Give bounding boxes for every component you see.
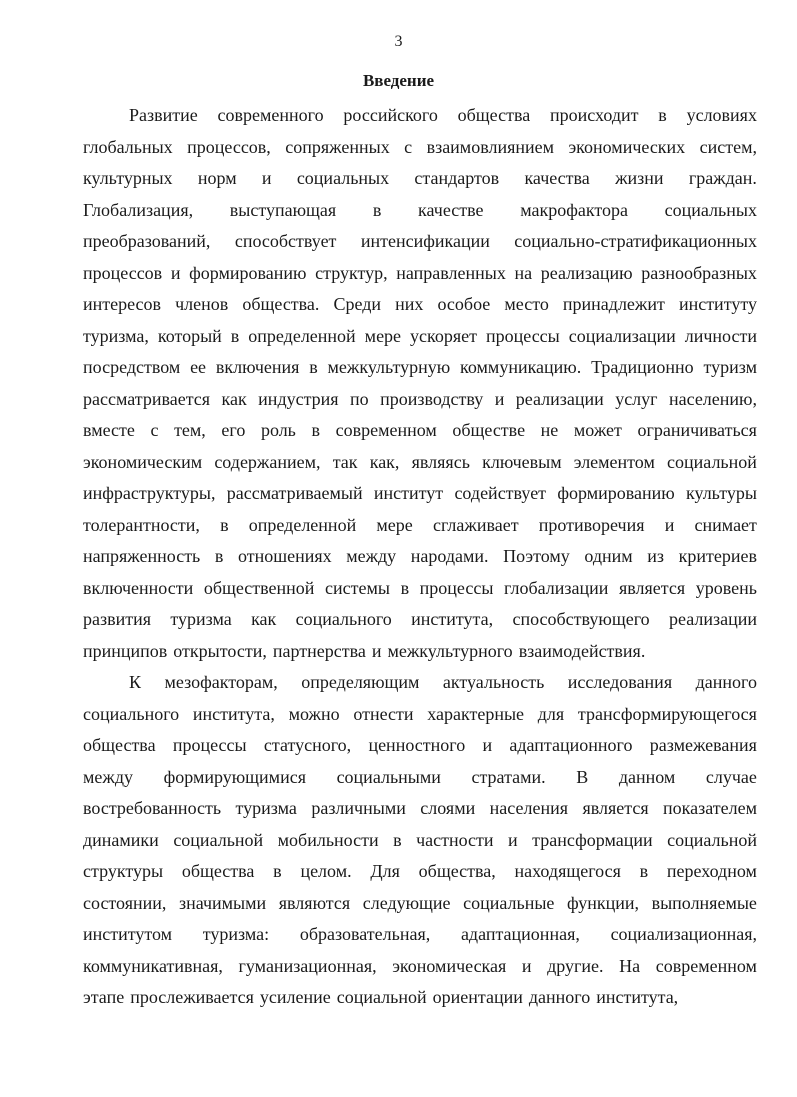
paragraph-2-line: общества процессы статусного, ценностного и адаптационного размежевания (83, 735, 757, 755)
paragraph-1-line: инфраструктуры, рассматриваемый институт содействует формированию культуры (83, 483, 757, 503)
paragraph-1-line: экономическим содержанием, так как, являясь ключевым элементом социальной (83, 451, 757, 472)
paragraph-2-line: структуры общества в целом. Для общества, находящегося в переходном (83, 861, 757, 881)
paragraph-2-line: востребованность туризма различными слоями населения является показателем (83, 798, 757, 818)
paragraph-1-line: Развитие современного российского общества происходит в условиях (129, 105, 757, 125)
paragraph-1-line: туризма, который в определенной мере ускоряет процессы социализации личности (83, 325, 757, 346)
paragraph-2-line: К мезофакторам, определяющим актуальность исследования данного (129, 672, 757, 692)
paragraph-2-line: состоянии, значимыми являются следующие социальные функции, выполняемые (83, 892, 757, 913)
paragraph-2-line: этапе прослеживается усиление социальной ориентации данного института, (83, 987, 679, 1007)
paragraph-1-line: развития туризма как социального института, способствующего реализации (83, 609, 757, 629)
body-text (83, 100, 757, 1014)
paragraph-1-line: процессов и формированию структур, направленных на реализацию разнообразных (83, 262, 757, 283)
paragraph-1-line: рассматривается как индустрия по производству и реализации услуг населению, (83, 388, 757, 409)
paragraph-1-line: вместе с тем, его роль в современном обществе не может ограничиваться (83, 420, 757, 440)
paragraph-1-line: посредством ее включения в межкультурную коммуникацию. Традиционно туризм (83, 357, 757, 377)
paragraph-1-line: напряженность в отношениях между народами. Поэтому одним из критериев (83, 546, 757, 566)
paragraph-2-line: институтом туризма: образовательная, адаптационная, социализационная, (83, 924, 757, 944)
paragraph-1-line: глобальных процессов, сопряженных с взаимовлиянием экономических систем, (83, 136, 757, 157)
paragraph-2-line: динамики социальной мобильности в частности и трансформации социальной (83, 829, 757, 850)
paragraph-2-line: социального института, можно отнести характерные для трансформирующегося (83, 703, 757, 724)
paragraph-1-line: культурных норм и социальных стандартов качества жизни граждан. (83, 168, 757, 188)
paragraph-1-line: принципов открытости, партнерства и межкультурного взаимодействия. (83, 640, 646, 661)
page-number: 3 (394, 33, 403, 50)
paragraph-2-line: между формирующимися социальными стратами. В данном случае (83, 766, 757, 787)
paragraph-1-line: толерантности, в определенной мере сглаживает противоречия и снимает (83, 514, 757, 535)
paragraph-1-line: интересов членов общества. Среди них особое место принадлежит институту (83, 294, 757, 314)
paragraph-1-line: Глобализация, выступающая в качестве макрофактора социальных (83, 199, 757, 220)
paragraph-1-line: преобразований, способствует интенсификации социально-стратификационных (83, 231, 757, 251)
section-heading: Введение (362, 71, 435, 90)
paragraph-1-line: включенности общественной системы в процессы глобализации является уровень (83, 577, 757, 598)
paragraph-2-line: коммуникативная, гуманизационная, экономическая и другие. На современном (83, 955, 757, 976)
